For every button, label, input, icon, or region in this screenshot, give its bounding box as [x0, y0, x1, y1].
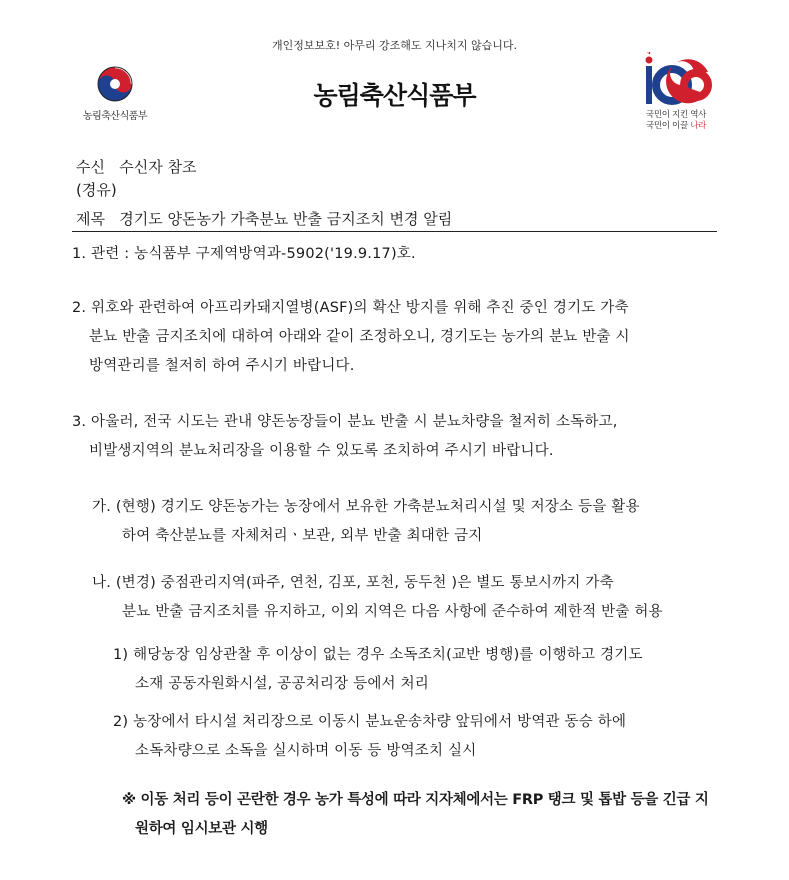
- left-logo-text: 농림축산식품부: [82, 111, 148, 122]
- right-logo-line2-prefix: 국민이 이끌: [645, 121, 691, 131]
- right-logo-line2-red: 나라: [690, 121, 707, 131]
- item-ga-current: [92, 493, 722, 551]
- sub-item-2-line-1: 2) 농장에서 타시설 처리장으로 이동시 분뇨운송차량 앞뒤에서 방역관 동승 하에: [113, 714, 627, 730]
- 100-anniversary-emblem-icon: [636, 52, 716, 110]
- subject-label: 제목: [76, 210, 105, 228]
- paragraph-3: [72, 408, 722, 466]
- sub-item-1: [113, 641, 723, 699]
- sub-item-1-line-2: 소재 공동자원화시설, 공공처리장 등에서 처리: [135, 676, 429, 692]
- paragraph-2-line-1: 2. 위호와 관련하여 아프리카돼지열병(ASF)의 확산 방지를 위해 추진 중인 경기도 가축: [72, 300, 629, 316]
- item-na-line-2: 분뇨 반출 금지조치를 유지하고, 이외 지역은 다음 사항에 준수하여 제한적 반출 허용: [122, 604, 663, 620]
- sub-item-1-line-1: 1) 해당농장 임상관찰 후 이상이 없는 경우 소독조치(교반 병행)를 이행하고 경기도: [113, 647, 643, 663]
- ministry-title: 농림축산식품부: [313, 81, 476, 110]
- paragraph-1-reference: [72, 240, 722, 269]
- item-ga-line-2: 하여 축산분뇨를 자체처리ㆍ보관, 외부 반출 최대한 금지: [122, 528, 483, 544]
- paragraph-3-line-2: 비발생지역의 분뇨처리장을 이용할 수 있도록 조치하여 주시기 바랍니다.: [89, 443, 554, 459]
- right-logo-line2: [636, 121, 716, 132]
- note-reference-mark: [122, 786, 722, 844]
- right-logo-line1: 국민이 지킨 역사: [645, 110, 707, 120]
- recipient-row: [76, 156, 197, 178]
- recipient-label: 수신: [76, 158, 105, 176]
- subject-divider: [72, 231, 717, 232]
- sub-item-2-line-2: 소독차량으로 소독을 실시하며 이동 등 방역조치 실시: [135, 743, 477, 759]
- subject-value: 경기도 양돈농가 가축분뇨 반출 금지조치 변경 알림: [119, 210, 453, 228]
- sub-item-2: [113, 708, 723, 766]
- note-line-1: ※ 이동 처리 등이 곤란한 경우 농가 특성에 따라 지자체에서는 FRP 탱크 및 톱밥 등을 긴급 지: [122, 792, 709, 808]
- subject-row: [76, 208, 452, 230]
- 100-years-logo: [636, 52, 716, 137]
- item-na-line-1: 나. (변경) 중점관리지역(파주, 연천, 김포, 포천, 동두천 )은 별도 통보시까지 가축: [92, 575, 614, 591]
- paragraph-2-line-3: 방역관리를 철저히 하여 주시기 바랍니다.: [89, 358, 355, 374]
- item-na-changed: [92, 569, 722, 627]
- paragraph-3-line-1: 3. 아울러, 전국 시도는 관내 양돈농장들이 분뇨 반출 시 분뇨차량을 철저히 소독하고,: [72, 414, 618, 430]
- paragraph-2-line-2: 분뇨 반출 금지조치에 대하여 아래와 같이 조정하오니, 경기도는 농가의 분뇨 반출 시: [89, 329, 630, 345]
- recipient-value: 수신자 참조: [119, 158, 197, 176]
- privacy-slogan: 개인정보보호! 아무리 강조해도 지나치지 않습니다.: [271, 39, 518, 52]
- via-row: (경유): [76, 181, 117, 199]
- right-logo-caption: [636, 110, 716, 132]
- paragraph-1-line: 1. 관련 : 농식품부 구제역방역과-5902('19.9.17)호.: [72, 246, 416, 262]
- note-line-2: 원하여 임시보관 시행: [135, 821, 268, 837]
- paragraph-2: [72, 294, 722, 381]
- item-ga-line-1: 가. (현행) 경기도 양돈농가는 농장에서 보유한 가축분뇨처리시설 및 저장소 등을 활용: [92, 499, 640, 515]
